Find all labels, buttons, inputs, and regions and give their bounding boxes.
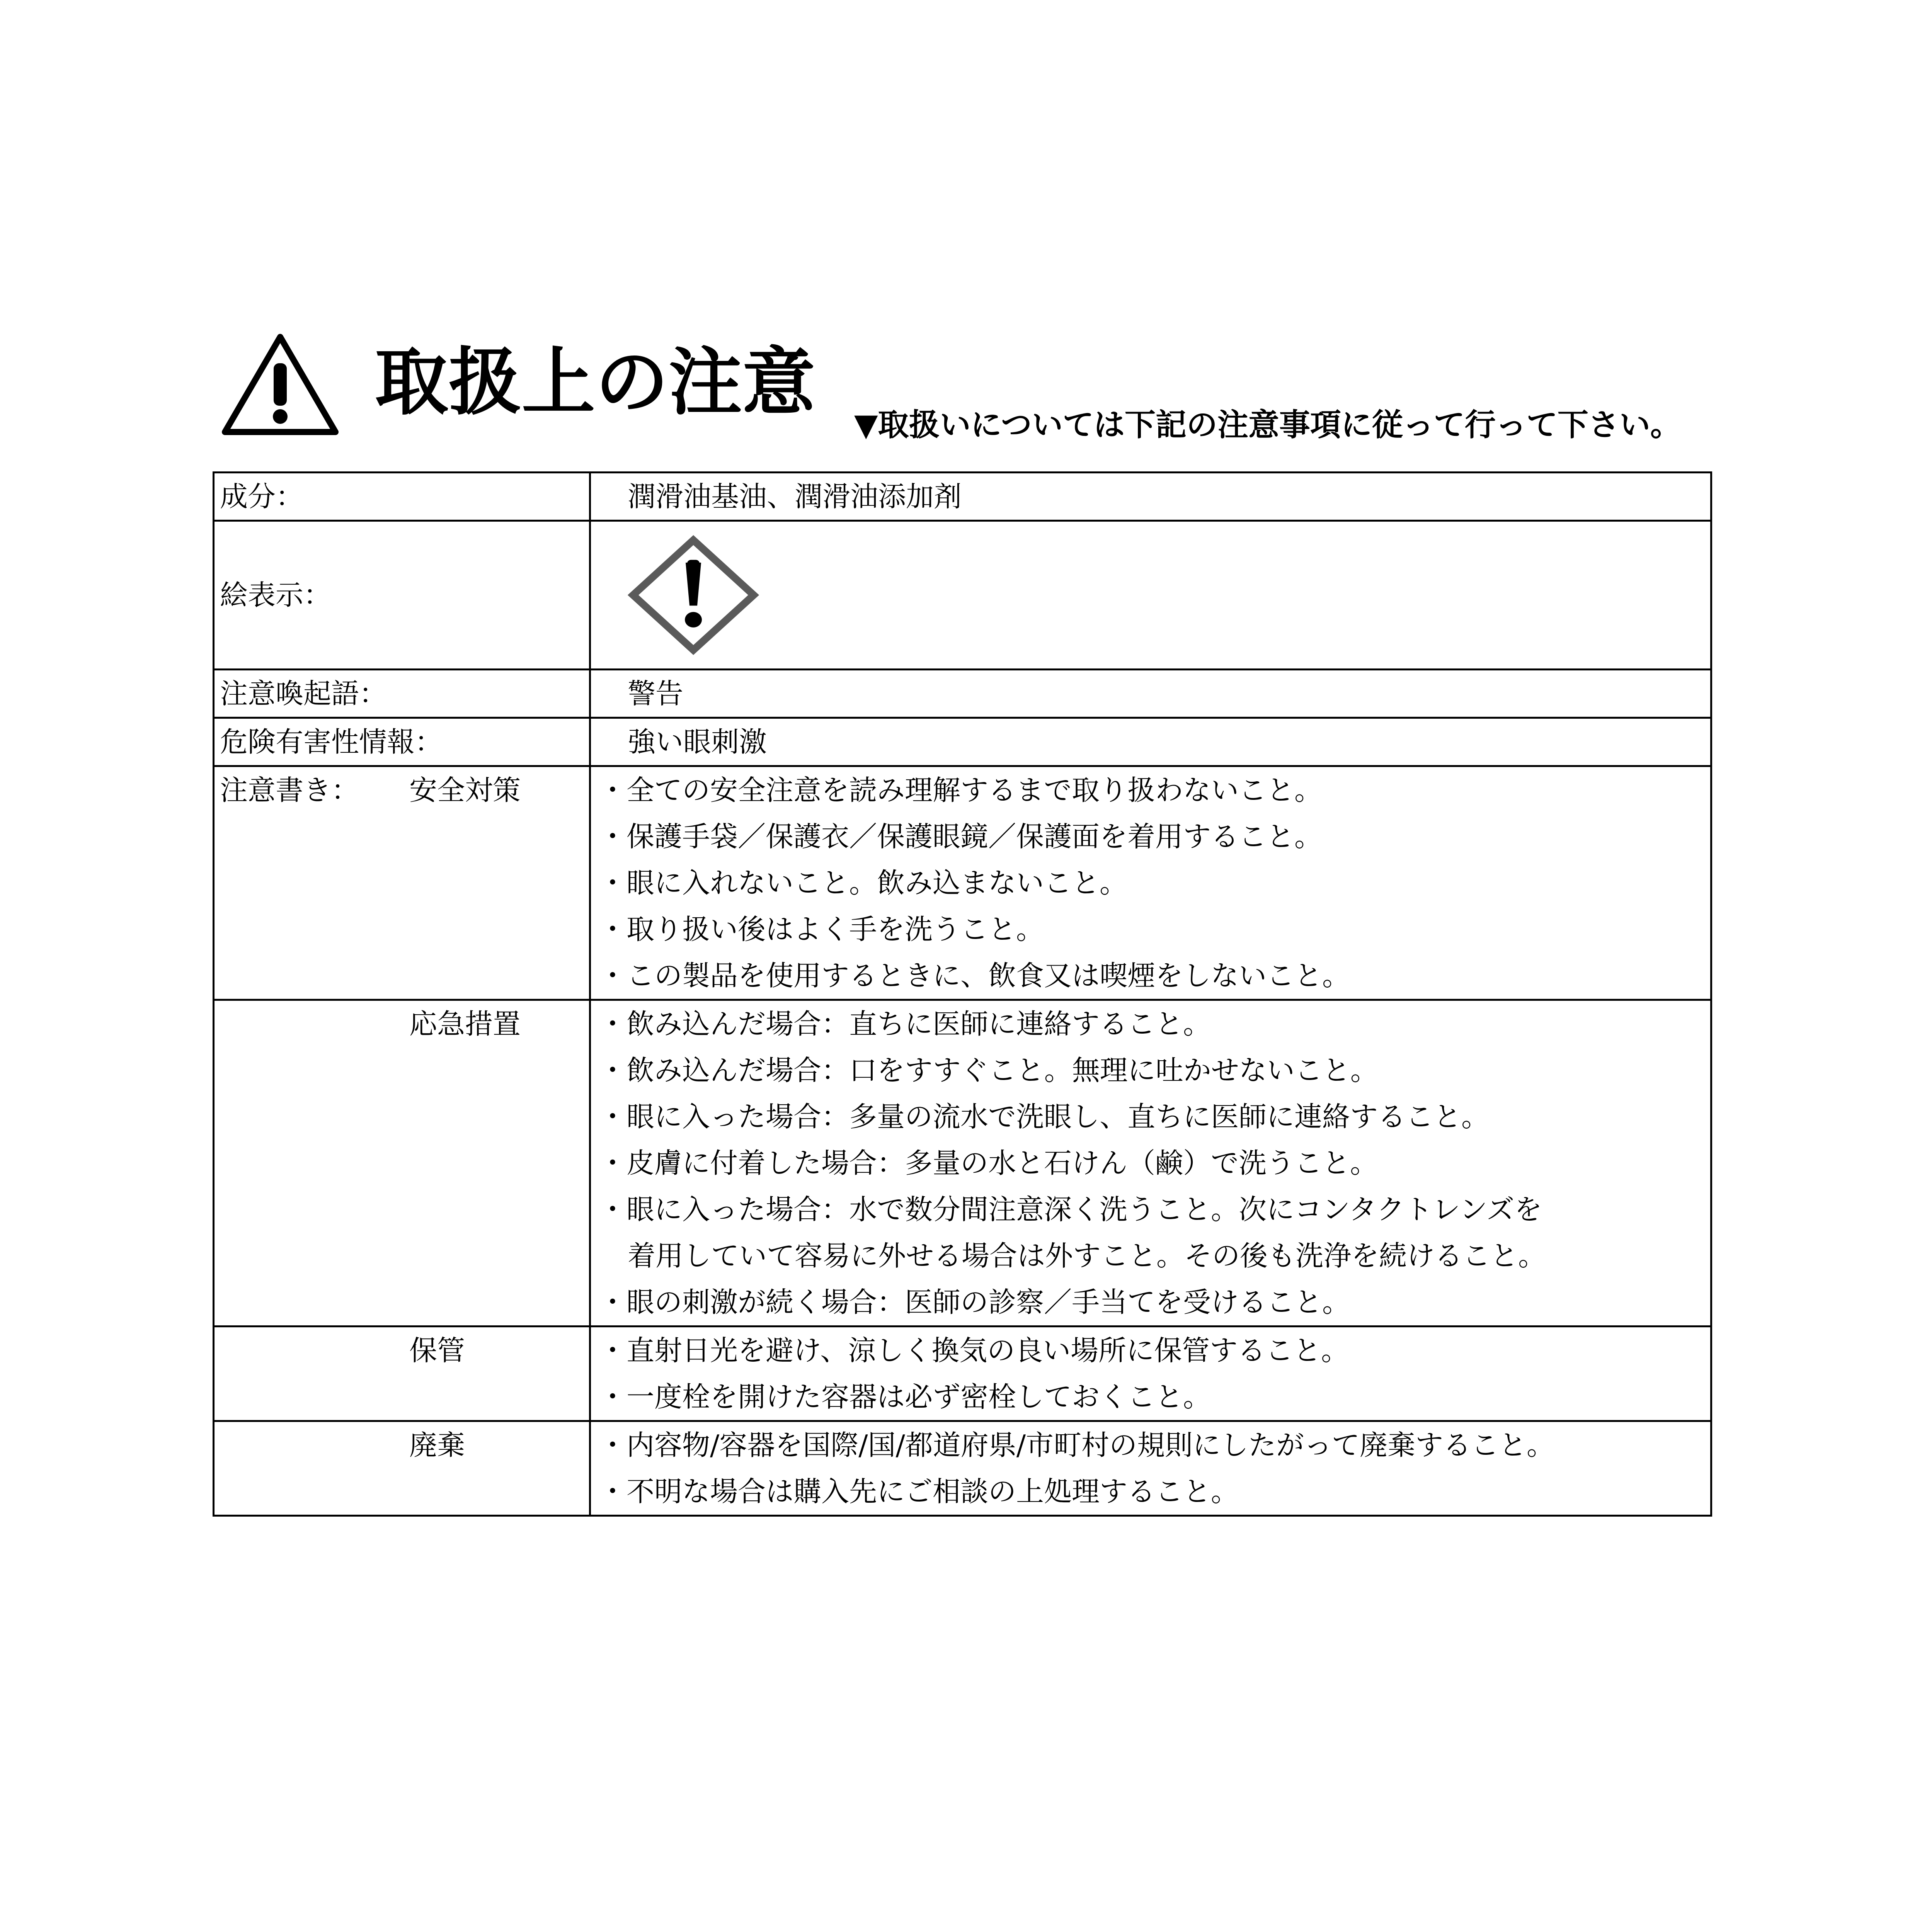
row-disposal: [214, 1421, 1711, 1516]
list-item: ・飲み込んだ場合：口をすすぐこと。無理に吐かせないこと。: [599, 1054, 1378, 1087]
list-item: ・眼の刺激が続く場合：医師の診察／手当てを受けること。: [599, 1286, 1350, 1318]
precautions-label: 注意書き：: [220, 774, 359, 806]
list-item: ・飲み込んだ場合：直ちに医師に連絡すること。: [599, 1008, 1211, 1040]
page-title: 取扱上の注意: [375, 340, 816, 425]
list-item: ・不明な場合は購入先にご相談の上処理すること。: [599, 1475, 1239, 1508]
caution-header: [220, 325, 1728, 456]
list-item: ・皮膚に付着した場合：多量の水と石けん（鹸）で洗うこと。: [599, 1147, 1378, 1179]
pictogram-label: 絵表示：: [214, 521, 590, 670]
exclamation-mark-pictogram-icon: [628, 535, 759, 655]
signal-word-label: 注意喚起語：: [214, 670, 590, 718]
warning-triangle-icon: [220, 332, 340, 437]
ingredients-label: 成分：: [214, 473, 590, 521]
list-item: ・直射日光を避け、涼しく換気の良い場所に保管すること。: [599, 1334, 1349, 1367]
caution-table: [213, 471, 1712, 1517]
list-item: ・保護手袋／保護衣／保護眼鏡／保護面を着用すること。: [599, 820, 1323, 853]
list-item: ・眼に入った場合：水で数分間注意深く洗うこと。次にコンタクトレンズを: [599, 1193, 1542, 1226]
row-ingredients: [214, 473, 1711, 521]
list-item: ・全ての安全注意を読み理解するまで取り扱わないこと。: [599, 774, 1323, 806]
row-hazard: [214, 718, 1711, 766]
disposal-list: [590, 1421, 1711, 1516]
row-response: [214, 1000, 1711, 1327]
row-prevention: [214, 766, 1711, 1000]
hazard-label: 危険有害性情報：: [214, 718, 590, 766]
list-item: ・一度栓を開けた容器は必ず密栓しておくこと。: [599, 1381, 1211, 1413]
list-item: ・眼に入った場合：多量の流水で洗眼し、直ちに医師に連絡すること。: [599, 1100, 1490, 1133]
prevention-label: 安全対策: [409, 774, 521, 806]
list-item: ・内容物/容器を国際/国/都道府県/市町村の規則にしたがって廃棄すること。: [599, 1429, 1555, 1461]
row-storage: [214, 1327, 1711, 1421]
row-pictogram: [214, 521, 1711, 670]
row-signal-word: [214, 670, 1711, 718]
list-item: ・取り扱い後はよく手を洗うこと。: [599, 913, 1044, 946]
ingredients-value: 潤滑油基油、潤滑油添加剤: [628, 480, 962, 513]
storage-label: 保管: [409, 1334, 465, 1367]
prevention-list: [590, 766, 1711, 1000]
signal-word-value: 警告: [628, 677, 684, 710]
hazard-value: 強い眼刺激: [628, 726, 767, 758]
storage-list: [590, 1327, 1711, 1421]
response-label: 応急措置: [409, 1008, 521, 1040]
list-item: ・この製品を使用するときに、飲食又は喫煙をしないこと。: [599, 959, 1350, 992]
list-item: ・眼に入れないこと。飲み込まないこと。: [599, 867, 1128, 899]
disposal-label: 廃棄: [409, 1429, 465, 1461]
page-subtitle: ▼取扱いについては下記の注意事項に従って行って下さい。: [854, 407, 1681, 443]
response-list: [590, 1000, 1711, 1327]
list-item: 着用していて容易に外せる場合は外すこと。その後も洗浄を続けること。: [628, 1240, 1546, 1272]
